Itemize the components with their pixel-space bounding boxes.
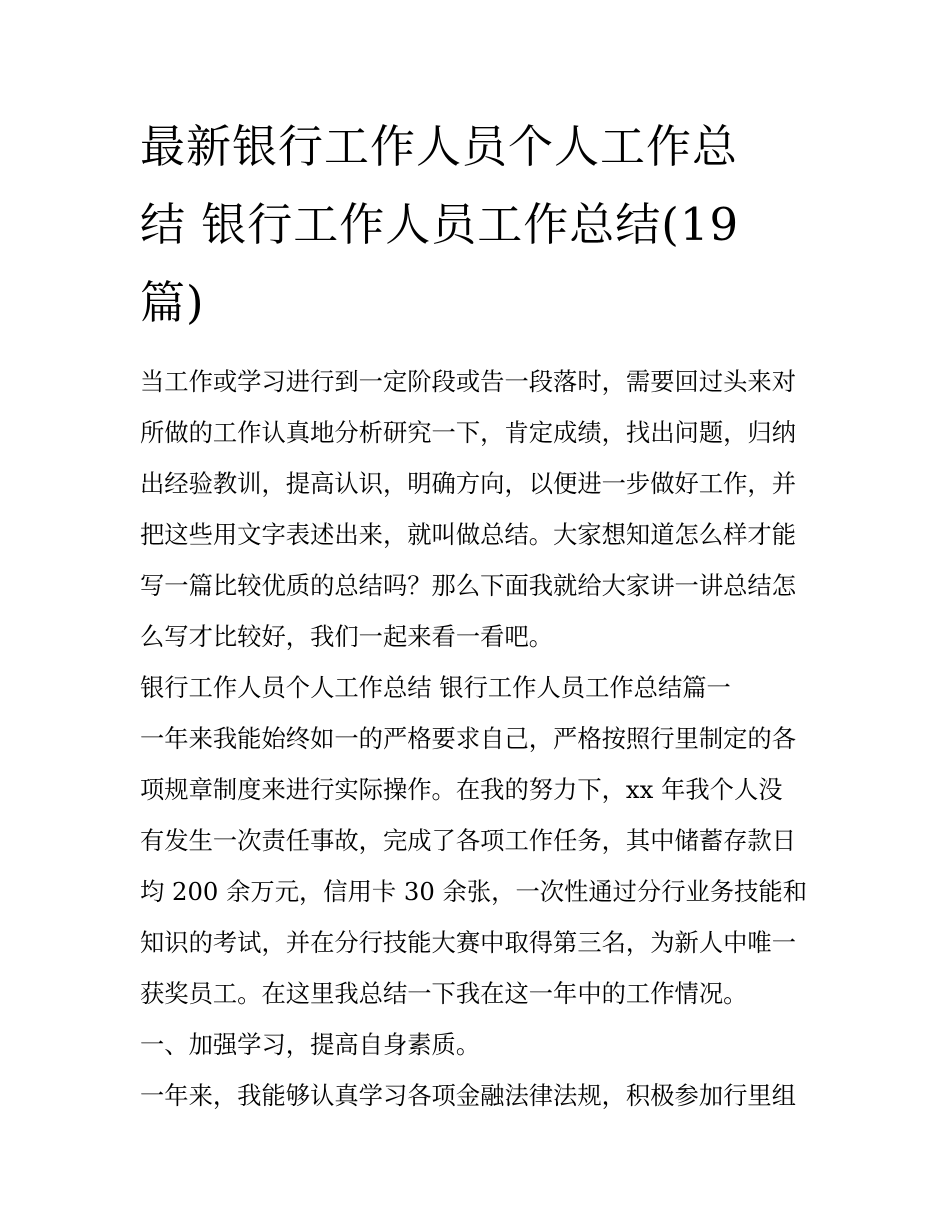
- document-title: [140, 108, 820, 342]
- body-line: 写一篇比较优质的总结吗？那么下面我就给大家讲一讲总结怎: [140, 571, 797, 600]
- body-line: 出经验教训，提高认识，明确方向，以便进一步做好工作，并: [140, 469, 797, 498]
- title-line: 篇): [140, 276, 205, 329]
- body-line: 一年来我能始终如一的严格要求自己，严格按照行里制定的各: [140, 724, 797, 753]
- body-line: 均 200 余万元，信用卡 30 余张，一次性通过分行业务技能和: [140, 877, 808, 906]
- body-line: 知识的考试，并在分行技能大赛中取得第三名，为新人中唯一: [140, 928, 797, 957]
- subsection-heading: 一、加强学习，提高自身素质。: [140, 1030, 481, 1059]
- section-heading: 银行工作人员个人工作总结 银行工作人员工作总结篇一: [140, 673, 731, 702]
- body-line: 么写才比较好，我们一起来看一看吧。: [140, 622, 554, 651]
- body-line: 所做的工作认真地分析研究一下，肯定成绩，找出问题，归纳: [140, 418, 797, 447]
- body-line: 项规章制度来进行实际操作。在我的努力下，xx 年我个人没: [140, 775, 783, 804]
- body-line: 获奖员工。在这里我总结一下我在这一年中的工作情况。: [140, 979, 748, 1008]
- body-line: 当工作或学习进行到一定阶段或告一段落时，需要回过头来对: [140, 367, 797, 396]
- title-line: 结 银行工作人员工作总结(19: [140, 198, 740, 251]
- body-line: 有发生一次责任事故，完成了各项工作任务，其中储蓄存款日: [140, 826, 797, 855]
- body-line: 把这些用文字表述出来，就叫做总结。大家想知道怎么样才能: [140, 520, 797, 549]
- body-line: 一年来，我能够认真学习各项金融法律法规，积极参加行里组: [140, 1081, 797, 1110]
- title-line: 最新银行工作人员个人工作总: [140, 120, 739, 173]
- document-body: [140, 356, 830, 1121]
